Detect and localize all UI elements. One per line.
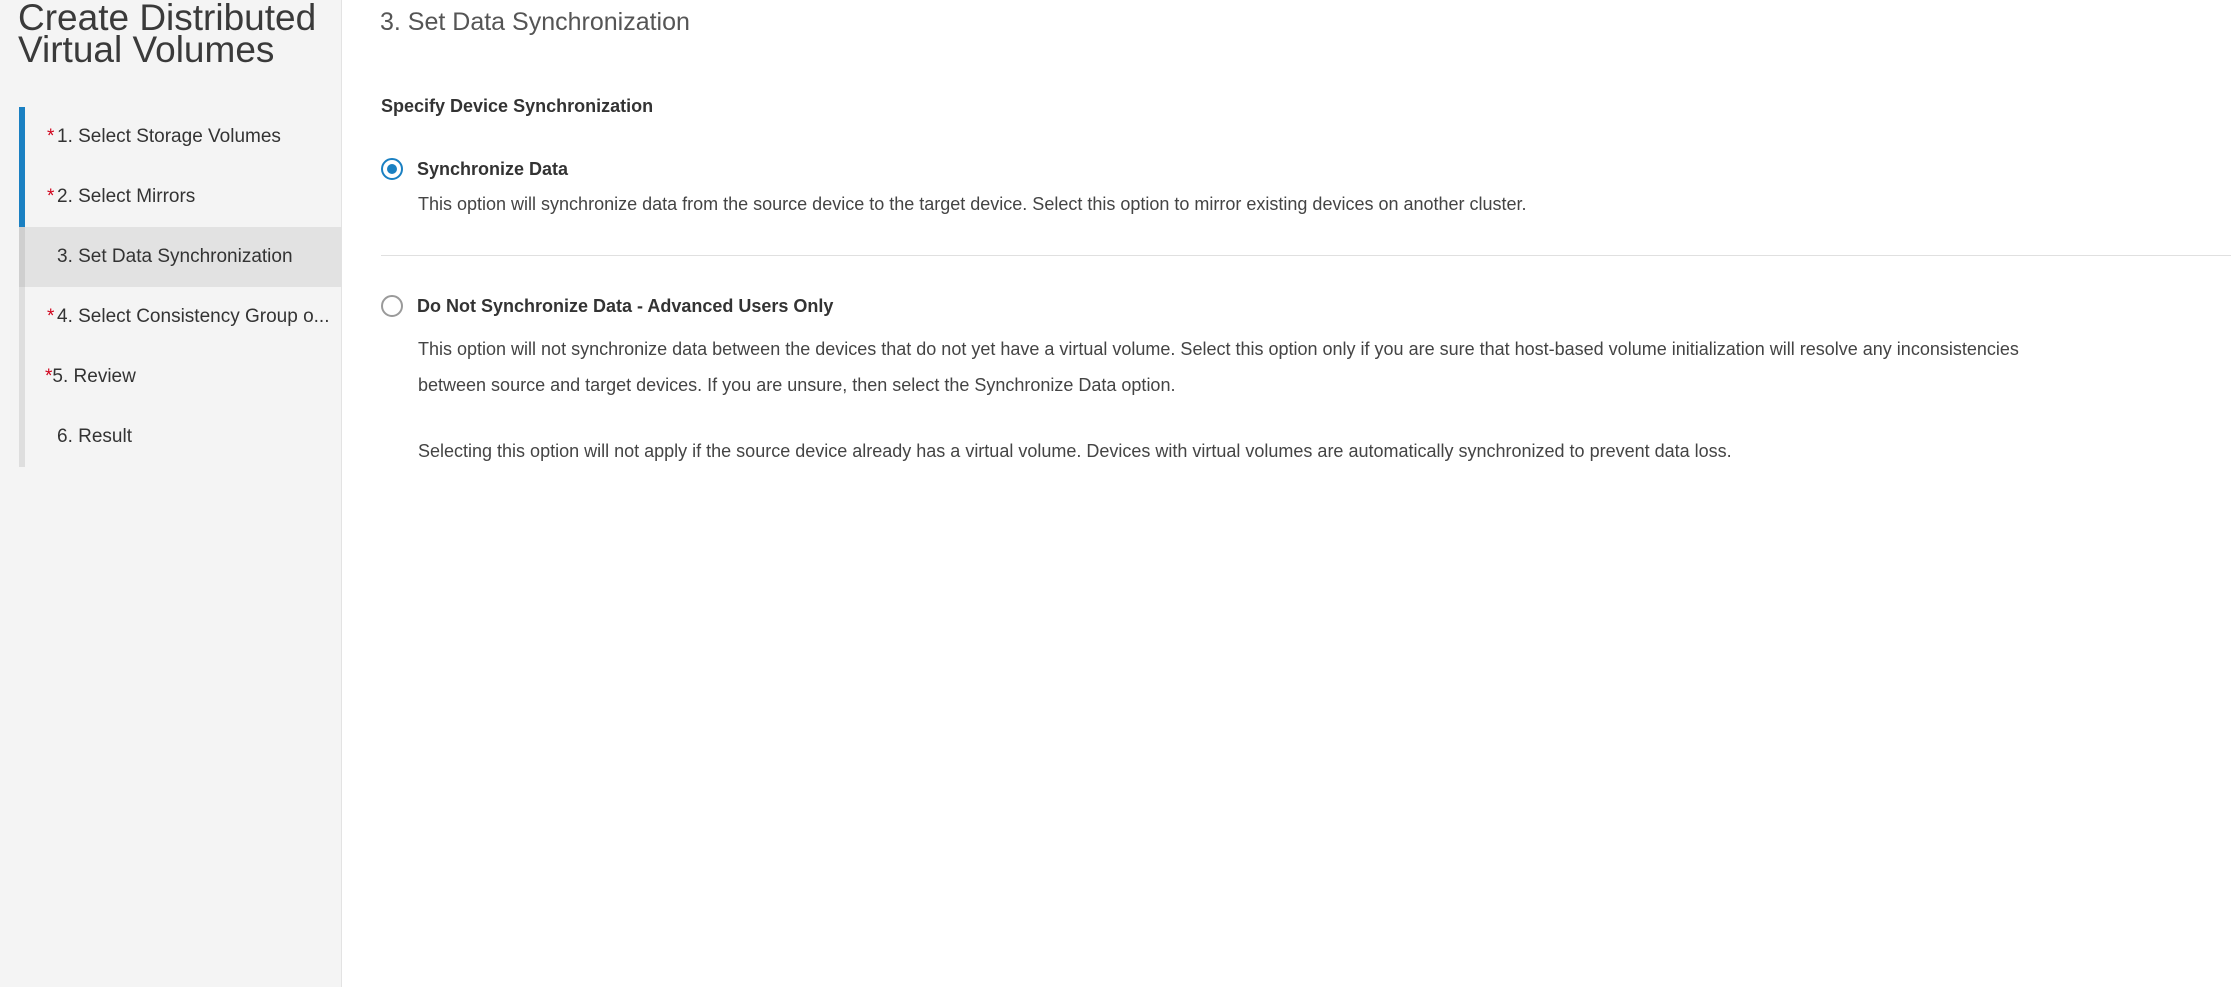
step-label: 6. Result [57,426,132,447]
step-set-data-synchronization[interactable] [19,227,342,287]
wizard-title-line1: Create Distributed [18,0,317,38]
option-synchronize-data [381,158,2231,222]
required-marker: * [47,186,55,207]
required-marker: * [45,366,53,387]
page-title: 3. Set Data Synchronization [380,8,690,36]
step-review[interactable] [19,347,342,407]
do-not-synchronize-radio[interactable] [381,295,403,317]
step-label: 1. Select Storage Volumes [57,126,281,147]
wizard-steps [19,107,342,467]
wizard-title [18,0,338,70]
do-not-synchronize-note: Selecting this option will not apply if the source device already has a virtual volume. Devices with virtual volumes are automatically synchronized to prevent data loss. [418,441,1732,461]
do-not-synchronize-description: This option will not synchronize data between the devices that do not yet have a virtual volume. Select this option only if you are sure that host-based volume initialization will resolve any inconsistencies between source and target devices. If you are unsure, then select the Synchronize Data option. [418,339,2019,395]
step-select-consistency-group[interactable] [19,287,342,347]
required-marker: * [47,306,55,327]
main-content [342,0,2231,987]
wizard-title-line2: Virtual Volumes [18,29,275,70]
step-label: 5. Review [52,366,136,387]
step-select-storage-volumes[interactable] [19,107,342,167]
section-heading: Specify Device Synchronization [381,96,654,116]
synchronize-data-label[interactable]: Synchronize Data [417,158,569,179]
option-do-not-synchronize [381,295,2231,469]
step-result[interactable] [19,407,342,467]
do-not-synchronize-label[interactable]: Do Not Synchronize Data - Advanced Users Only [417,295,834,316]
synchronize-data-radio[interactable] [381,158,403,180]
option-divider [381,255,2231,256]
step-label: 2. Select Mirrors [57,186,196,207]
wizard-sidebar [0,0,342,987]
step-label: 4. Select Consistency Group o... [57,306,330,327]
step-label: 3. Set Data Synchronization [57,246,293,267]
synchronize-data-description: This option will synchronize data from the source device to the target device. Select this option to mirror existing devices on another cluster. [418,194,1527,214]
step-select-mirrors[interactable] [19,167,342,227]
required-marker: * [47,126,55,147]
